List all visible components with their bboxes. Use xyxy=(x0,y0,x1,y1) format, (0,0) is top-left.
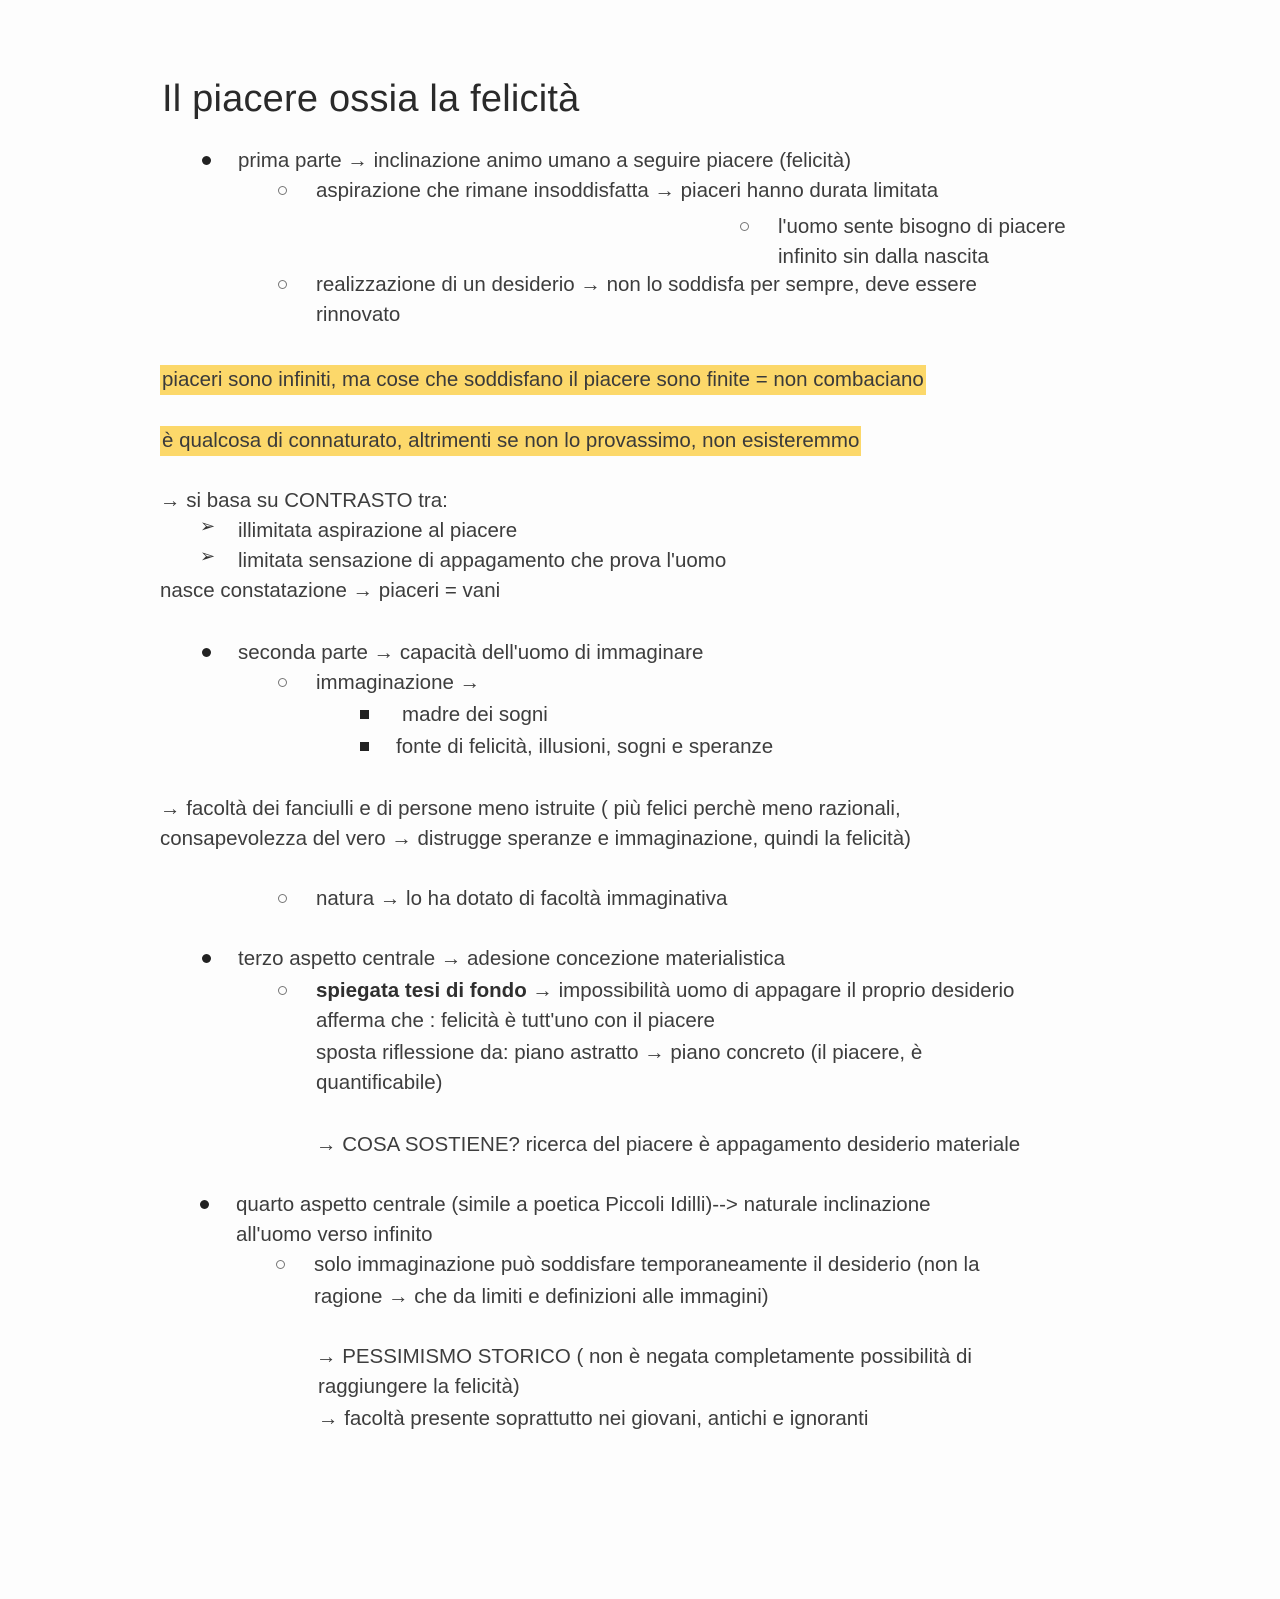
section3-line-3: sposta riflessione da: piano astratto → piano concreto (il piacere, è xyxy=(316,1041,923,1064)
arrowhead-bullet-icon: ➢ xyxy=(200,516,216,536)
section3-thesis-bold: spiegata tesi di fondo xyxy=(316,979,527,1002)
bullet-circle-icon xyxy=(278,280,287,289)
section4-sub-line-1: solo immaginazione può soddisfare temporaneamente il desiderio (non la xyxy=(314,1253,980,1276)
contrast-intro: → si basa su CONTRASTO tra: xyxy=(160,489,448,512)
bullet-circle-icon xyxy=(278,186,287,195)
page-title: Il piacere ossia la felicità xyxy=(162,78,580,120)
section2-square-item-1: madre dei sogni xyxy=(402,703,548,726)
section1-main: prima parte → inclinazione animo umano a seguire piacere (felicità) xyxy=(238,149,852,172)
pessimism-line-2: raggiungere la felicità) xyxy=(318,1375,520,1398)
section3-line-4: quantificabile) xyxy=(316,1071,443,1094)
bullet-circle-icon xyxy=(278,986,287,995)
section4-sub-line-2: ragione → che da limiti e definizioni alle immagini) xyxy=(314,1285,769,1308)
bullet-circle-icon xyxy=(278,678,287,687)
section3-thesis-rest: → impossibilità uomo di appagare il proprio desiderio xyxy=(526,979,1015,1002)
bullet-square-icon xyxy=(360,742,369,751)
section3-claim: → COSA SOSTIENE? ricerca del piacere è appagamento desiderio materiale xyxy=(316,1133,1021,1156)
section3-main: terzo aspetto centrale → adesione concezione materialistica xyxy=(238,947,785,970)
section3-line-2: afferma che : felicità è tutt'uno con il piacere xyxy=(316,1009,715,1032)
contrast-conclusion: nasce constatazione → piaceri = vani xyxy=(160,579,501,602)
section1-nested-line2: infinito sin dalla nascita xyxy=(778,245,989,268)
bullet-circle-icon xyxy=(276,1260,285,1269)
bullet-square-icon xyxy=(360,710,369,719)
section4-main-line-1: quarto aspetto centrale (simile a poetica Piccoli Idilli)--> naturale inclinazione xyxy=(236,1193,931,1216)
pessimism-line-3: → facoltà presente soprattutto nei giovani, antichi e ignoranti xyxy=(318,1407,869,1430)
section2-sub: immaginazione → xyxy=(316,671,481,694)
highlighted-statement-1: piaceri sono infiniti, ma cose che soddisfano il piacere sono finite = non combaciano xyxy=(160,365,926,395)
natura-line: natura → lo ha dotato di facoltà immaginativa xyxy=(316,887,728,910)
bullet-disc-icon xyxy=(202,648,211,657)
bullet-circle-icon xyxy=(278,894,287,903)
pessimism-line-1: → PESSIMISMO STORICO ( non è negata completamente possibilità di xyxy=(316,1345,972,1368)
faculty-line-1: → facoltà dei fanciulli e di persone meno istruite ( più felici perchè meno razionali, xyxy=(160,797,901,820)
highlighted-statement-2: è qualcosa di connaturato, altrimenti se non lo provassimo, non esisteremmo xyxy=(160,426,861,456)
faculty-line-2: consapevolezza del vero → distrugge speranze e immaginazione, quindi la felicità) xyxy=(160,827,911,850)
section1-sub2-line2: rinnovato xyxy=(316,303,401,326)
contrast-item-2: limitata sensazione di appagamento che prova l'uomo xyxy=(238,549,727,572)
bullet-circle-icon xyxy=(740,222,749,231)
section4-main-line-2: all'uomo verso infinito xyxy=(236,1223,433,1246)
contrast-item-1: illimitata aspirazione al piacere xyxy=(238,519,518,542)
bullet-disc-icon xyxy=(202,156,211,165)
section1-sub2-line1: realizzazione di un desiderio → non lo soddisfa per sempre, deve essere xyxy=(316,273,977,296)
bullet-disc-icon xyxy=(200,1200,209,1209)
section1-nested-line1: l'uomo sente bisogno di piacere xyxy=(778,215,1066,238)
bullet-disc-icon xyxy=(202,954,211,963)
section2-square-item-2: fonte di felicità, illusioni, sogni e speranze xyxy=(396,735,774,758)
section1-sub1: aspirazione che rimane insoddisfatta → piaceri hanno durata limitata xyxy=(316,179,939,202)
section3-thesis xyxy=(316,978,1014,1004)
arrowhead-bullet-icon: ➢ xyxy=(200,546,216,566)
section2-main: seconda parte → capacità dell'uomo di immaginare xyxy=(238,641,704,664)
